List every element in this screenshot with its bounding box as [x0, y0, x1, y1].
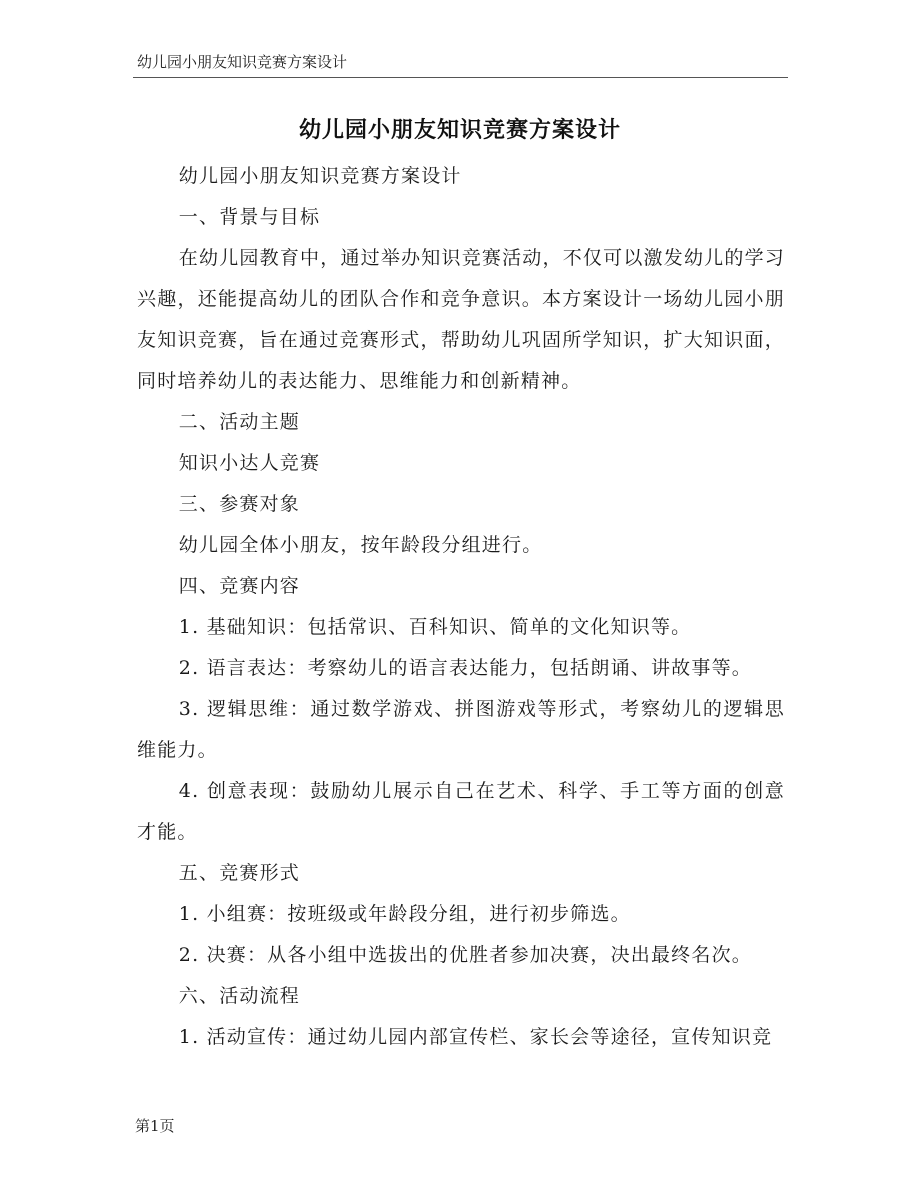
list-item-process-1: 1. 活动宣传：通过幼儿园内部宣传栏、家长会等途径，宣传知识竞 — [178, 1026, 773, 1048]
paragraph-subtitle: 幼儿园小朋友知识竞赛方案设计 — [178, 165, 462, 187]
list-item-content-1: 1. 基础知识：包括常识、百科知识、简单的文化知识等。 — [178, 616, 692, 638]
section-heading-content: 四、竞赛内容 — [178, 575, 300, 597]
list-item-content-4: 4. 创意表现：鼓励幼儿展示自己在艺术、科学、手工等方面的创意才能。 — [137, 780, 785, 843]
running-header: 幼儿园小朋友知识竞赛方案设计 — [137, 53, 348, 71]
list-item-content-2: 2. 语言表达：考察幼儿的语言表达能力，包括朗诵、讲故事等。 — [178, 657, 752, 679]
section-heading-theme: 二、活动主题 — [178, 411, 300, 433]
page-number: 第1页 — [135, 1117, 175, 1135]
paragraph-theme: 知识小达人竞赛 — [178, 452, 321, 474]
section-heading-format: 五、竞赛形式 — [178, 862, 300, 884]
section-heading-process: 六、活动流程 — [178, 985, 300, 1007]
list-item-content-3: 3. 逻辑思维：通过数学游戏、拼图游戏等形式，考察幼儿的逻辑思维能力。 — [137, 698, 785, 761]
section-heading-participants: 三、参赛对象 — [178, 493, 300, 515]
document-body — [137, 156, 785, 1058]
paragraph-background: 在幼儿园教育中，通过举办知识竞赛活动，不仅可以激发幼儿的学习兴趣，还能提高幼儿的团队合作和竞争意识。本方案设计一场幼儿园小朋友知识竞赛，旨在通过竞赛形式，帮助幼儿巩固所学知识，扩大知识面，同时培养幼儿的表达能力、思维能力和创新精神。 — [137, 247, 785, 392]
header-divider — [133, 77, 788, 78]
list-item-format-2: 2. 决赛：从各小组中选拔出的优胜者参加决赛，决出最终名次。 — [178, 944, 752, 966]
list-item-format-1: 1. 小组赛：按班级或年龄段分组，进行初步筛选。 — [178, 903, 631, 925]
paragraph-participants: 幼儿园全体小朋友，按年龄段分组进行。 — [178, 534, 543, 556]
document-title: 幼儿园小朋友知识竞赛方案设计 — [298, 117, 621, 143]
section-heading-background: 一、背景与目标 — [178, 206, 321, 228]
